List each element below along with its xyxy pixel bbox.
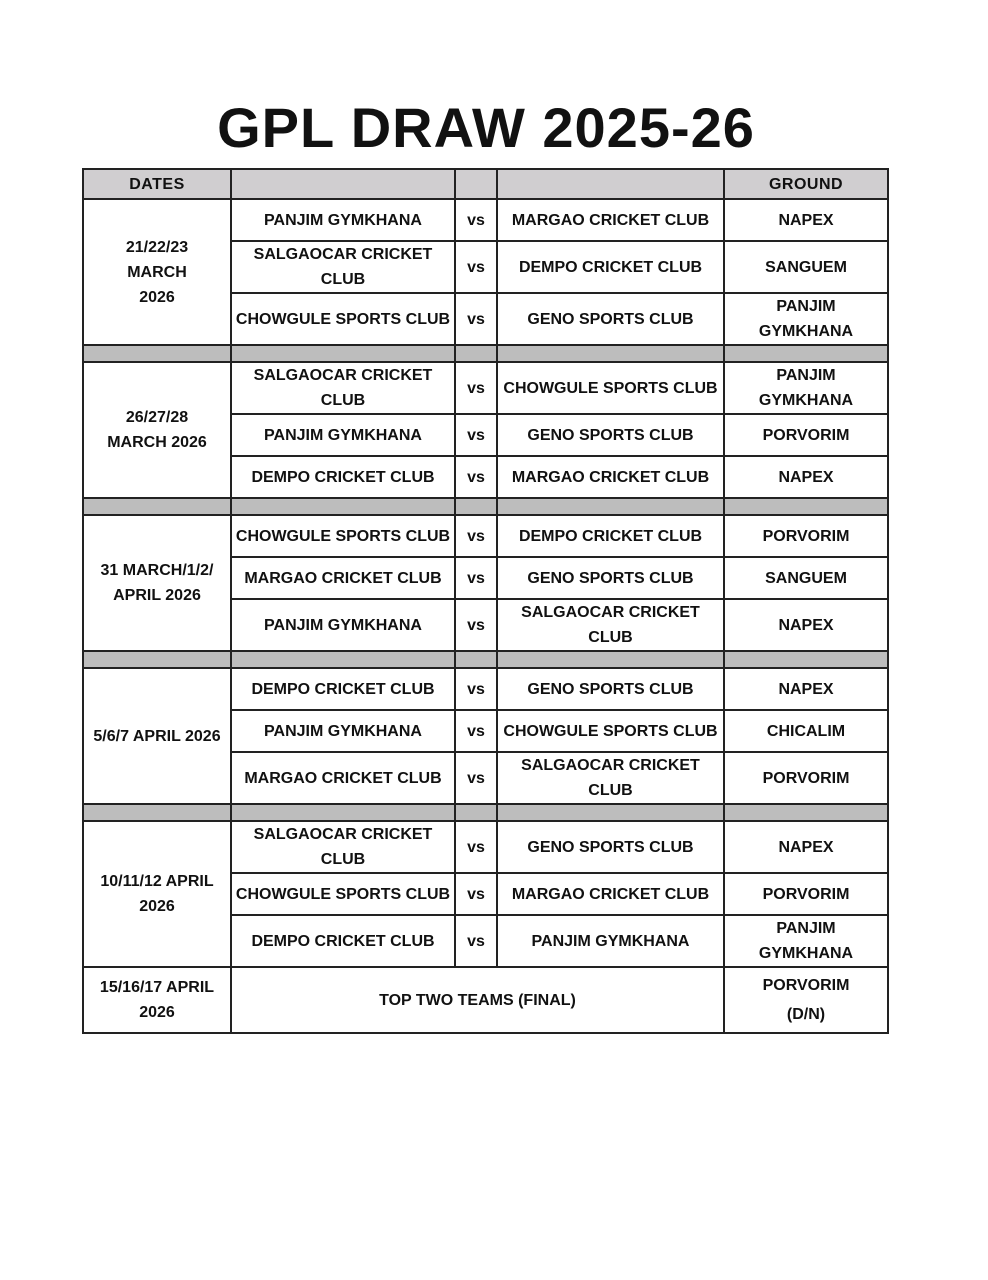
away-team: GENO SPORTS CLUB	[497, 668, 724, 710]
final-description: TOP TWO TEAMS (FINAL)	[231, 967, 724, 1033]
ground-name: PORVORIM	[724, 873, 888, 915]
round-separator	[83, 804, 888, 821]
round-separator	[83, 345, 888, 362]
vs-label: vs	[455, 710, 497, 752]
home-team: DEMPO CRICKET CLUB	[231, 915, 455, 967]
separator-cell	[497, 498, 724, 515]
draw-table	[82, 168, 889, 1034]
final-row	[83, 967, 888, 1033]
ground-name: NAPEX	[724, 668, 888, 710]
ground-name: NAPEX	[724, 599, 888, 651]
header-blank	[455, 169, 497, 199]
vs-label: vs	[455, 199, 497, 241]
home-team: MARGAO CRICKET CLUB	[231, 752, 455, 804]
away-team: SALGAOCAR CRICKET CLUB	[497, 599, 724, 651]
vs-label: vs	[455, 668, 497, 710]
vs-label: vs	[455, 915, 497, 967]
separator-cell	[497, 804, 724, 821]
vs-label: vs	[455, 414, 497, 456]
separator-cell	[83, 804, 231, 821]
separator-cell	[724, 498, 888, 515]
ground-name: PANJIM GYMKHANA	[724, 293, 888, 345]
ground-name: PANJIM GYMKHANA	[724, 362, 888, 414]
ground-name: NAPEX	[724, 199, 888, 241]
separator-cell	[724, 651, 888, 668]
away-team: MARGAO CRICKET CLUB	[497, 199, 724, 241]
ground-name: CHICALIM	[724, 710, 888, 752]
separator-cell	[724, 804, 888, 821]
separator-cell	[231, 651, 455, 668]
away-team: MARGAO CRICKET CLUB	[497, 873, 724, 915]
away-team: GENO SPORTS CLUB	[497, 293, 724, 345]
away-team: CHOWGULE SPORTS CLUB	[497, 362, 724, 414]
separator-cell	[231, 804, 455, 821]
away-team: GENO SPORTS CLUB	[497, 414, 724, 456]
home-team: PANJIM GYMKHANA	[231, 414, 455, 456]
ground-name: NAPEX	[724, 456, 888, 498]
away-team: DEMPO CRICKET CLUB	[497, 241, 724, 293]
vs-label: vs	[455, 557, 497, 599]
home-team: CHOWGULE SPORTS CLUB	[231, 293, 455, 345]
page-title: GPL DRAW 2025-26	[217, 96, 755, 159]
match-row	[83, 199, 888, 241]
final-ground: PORVORIM (D/N)	[724, 967, 888, 1033]
away-team: GENO SPORTS CLUB	[497, 821, 724, 873]
vs-label: vs	[455, 873, 497, 915]
home-team: PANJIM GYMKHANA	[231, 599, 455, 651]
home-team: DEMPO CRICKET CLUB	[231, 668, 455, 710]
ground-name: PORVORIM	[724, 515, 888, 557]
home-team: PANJIM GYMKHANA	[231, 199, 455, 241]
away-team: SALGAOCAR CRICKET CLUB	[497, 752, 724, 804]
vs-label: vs	[455, 362, 497, 414]
ground-name: NAPEX	[724, 821, 888, 873]
separator-cell	[83, 651, 231, 668]
separator-cell	[455, 651, 497, 668]
ground-name: PANJIM GYMKHANA	[724, 915, 888, 967]
header-ground: GROUND	[724, 169, 888, 199]
home-team: SALGAOCAR CRICKET CLUB	[231, 241, 455, 293]
match-row	[83, 515, 888, 557]
ground-name: SANGUEM	[724, 241, 888, 293]
round-dates: 10/11/12 APRIL 2026	[83, 821, 231, 967]
away-team: DEMPO CRICKET CLUB	[497, 515, 724, 557]
vs-label: vs	[455, 821, 497, 873]
header-row	[83, 169, 888, 199]
separator-cell	[455, 345, 497, 362]
separator-cell	[455, 804, 497, 821]
home-team: MARGAO CRICKET CLUB	[231, 557, 455, 599]
round-separator	[83, 651, 888, 668]
ground-name: PORVORIM	[724, 752, 888, 804]
vs-label: vs	[455, 241, 497, 293]
away-team: PANJIM GYMKHANA	[497, 915, 724, 967]
header-blank	[231, 169, 455, 199]
separator-cell	[231, 498, 455, 515]
vs-label: vs	[455, 456, 497, 498]
match-row	[83, 362, 888, 414]
match-row	[83, 821, 888, 873]
home-team: CHOWGULE SPORTS CLUB	[231, 873, 455, 915]
home-team: SALGAOCAR CRICKET CLUB	[231, 362, 455, 414]
header-dates: DATES	[83, 169, 231, 199]
vs-label: vs	[455, 515, 497, 557]
ground-name: PORVORIM	[724, 414, 888, 456]
separator-cell	[231, 345, 455, 362]
round-separator	[83, 498, 888, 515]
vs-label: vs	[455, 752, 497, 804]
separator-cell	[83, 345, 231, 362]
away-team: CHOWGULE SPORTS CLUB	[497, 710, 724, 752]
separator-cell	[497, 651, 724, 668]
ground-name: SANGUEM	[724, 557, 888, 599]
round-dates: 26/27/28 MARCH 2026	[83, 362, 231, 498]
separator-cell	[83, 498, 231, 515]
final-dates: 15/16/17 APRIL 2026	[83, 967, 231, 1033]
separator-cell	[497, 345, 724, 362]
home-team: SALGAOCAR CRICKET CLUB	[231, 821, 455, 873]
home-team: DEMPO CRICKET CLUB	[231, 456, 455, 498]
away-team: GENO SPORTS CLUB	[497, 557, 724, 599]
separator-cell	[724, 345, 888, 362]
vs-label: vs	[455, 293, 497, 345]
round-dates: 5/6/7 APRIL 2026	[83, 668, 231, 804]
vs-label: vs	[455, 599, 497, 651]
separator-cell	[455, 498, 497, 515]
header-blank	[497, 169, 724, 199]
round-dates: 31 MARCH/1/2/ APRIL 2026	[83, 515, 231, 651]
home-team: PANJIM GYMKHANA	[231, 710, 455, 752]
away-team: MARGAO CRICKET CLUB	[497, 456, 724, 498]
home-team: CHOWGULE SPORTS CLUB	[231, 515, 455, 557]
round-dates: 21/22/23 MARCH 2026	[83, 199, 231, 345]
match-row	[83, 668, 888, 710]
